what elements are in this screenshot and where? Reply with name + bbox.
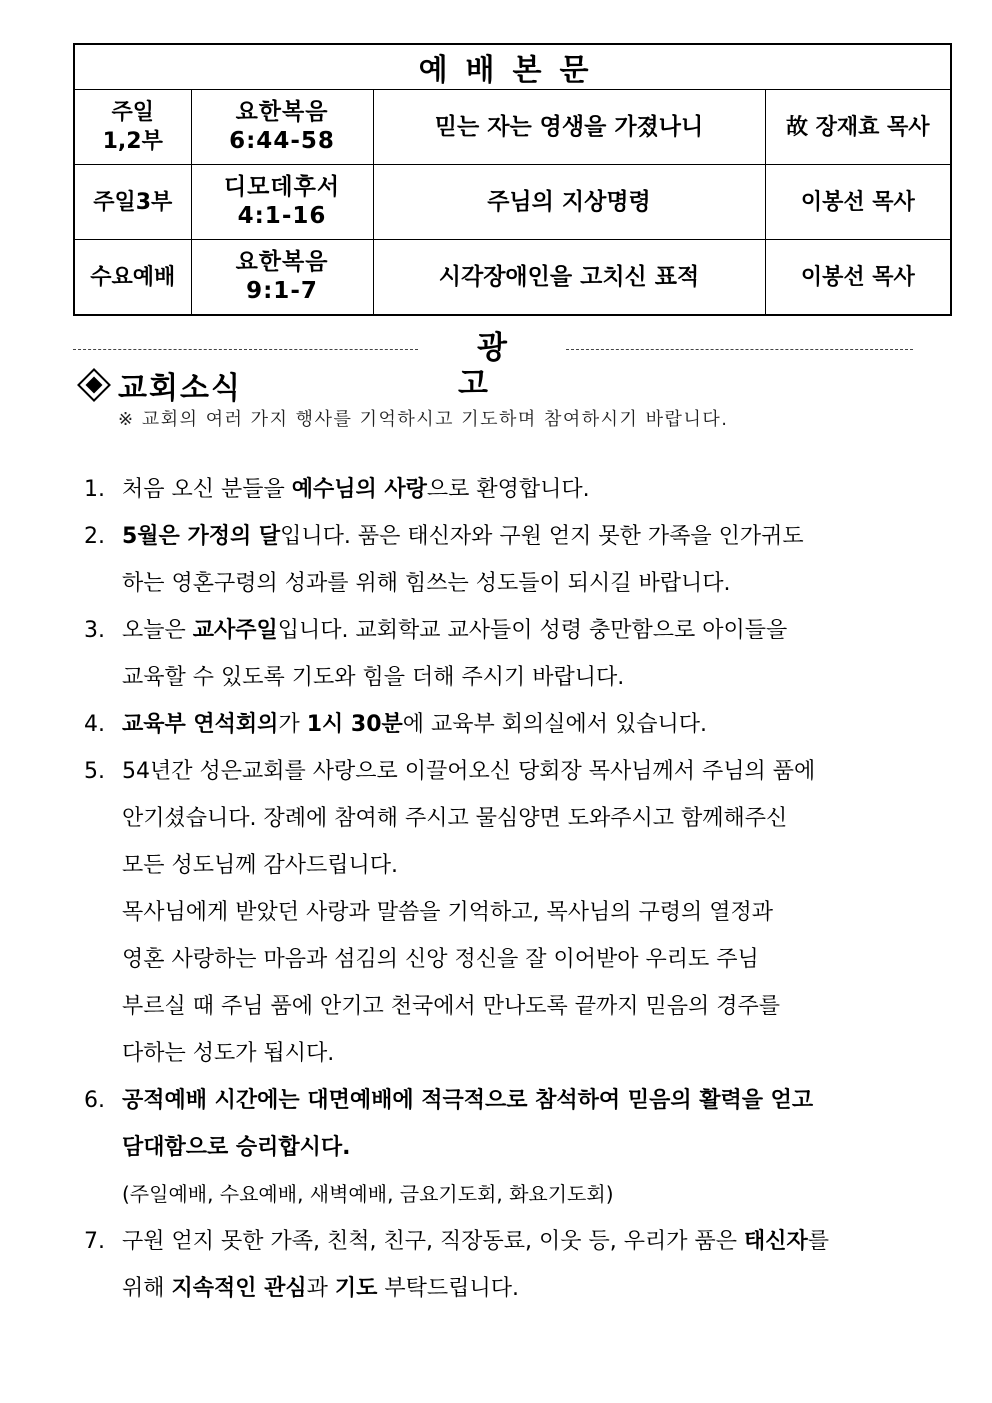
scripture-row [74, 165, 951, 240]
section-header [76, 365, 242, 405]
notice-text [122, 1265, 519, 1312]
notice-number: 7. [84, 1229, 105, 1254]
notice-text [122, 889, 773, 936]
passage-book: 요한복음 [235, 99, 329, 125]
notice-label: 광고 [458, 330, 545, 402]
plain-text: 위해 [122, 1276, 172, 1301]
emphasis-text: 기도 [334, 1276, 378, 1301]
passage-cell [191, 240, 373, 316]
notice-line [84, 607, 864, 654]
plain-text: 를 [807, 1229, 829, 1254]
plain-text: 오늘은 [122, 618, 193, 643]
notice-line [84, 795, 864, 842]
notice-line [84, 560, 864, 607]
scripture-row [74, 240, 951, 316]
plain-text: (주일예배, 수요예배, 새벽예배, 금요기도회, 화요기도회) [122, 1182, 614, 1206]
plain-text: 입니다. 교회학교 교사들이 성령 충만함으로 아이들을 [277, 618, 788, 643]
preacher-cell: 이봉선 목사 [765, 165, 951, 240]
plain-text: 안기셨습니다. 장례에 참여해 주시고 물심양면 도와주시고 함께해주신 [122, 806, 788, 831]
scripture-row [74, 90, 951, 165]
notice-line [84, 654, 864, 701]
notice-line [84, 1171, 864, 1218]
notice-number: 5. [84, 759, 105, 784]
diamond-bullet-icon [77, 368, 111, 402]
emphasis-text: 1시 30분 [306, 712, 403, 737]
plain-text: 부르실 때 주님 품에 안기고 천국에서 만나도록 끝까지 믿음의 경주를 [122, 994, 780, 1019]
scripture-heading: 예배본문 [74, 44, 951, 90]
notice-line [84, 1030, 864, 1077]
plain-text: 에 교육부 회의실에서 있습니다. [402, 712, 708, 737]
preacher-cell: 故 장재효 목사 [765, 90, 951, 165]
service-cell: 수요예배 [74, 240, 191, 316]
notice-text [122, 795, 787, 842]
notice-number: 6. [84, 1088, 105, 1113]
notice-list [84, 466, 864, 1312]
notice-line [84, 466, 864, 513]
notice-text [122, 1030, 334, 1077]
divider-dash-left [73, 349, 418, 350]
divider-dash-right [566, 349, 913, 350]
plain-text: 처음 오신 분들을 [122, 477, 292, 502]
emphasis-text: 공적예배 시간에는 대면예배에 적극적으로 참석하여 믿음의 활력을 얻고 [122, 1088, 814, 1113]
notice-line [84, 1265, 864, 1312]
notice-line [84, 701, 864, 748]
notice-text [122, 1077, 813, 1124]
notice-line [84, 1124, 864, 1171]
plain-text: 54년간 성은교회를 사랑으로 이끌어오신 당회장 목사님께서 주님의 품에 [122, 759, 816, 784]
plain-text: 으로 환영합니다. [426, 477, 590, 502]
passage-verse: 9:1-7 [246, 278, 318, 304]
notice-text [122, 654, 624, 701]
passage-verse: 6:44-58 [229, 128, 335, 154]
notice-line [84, 936, 864, 983]
emphasis-text: 교육부 연석회의 [122, 712, 279, 737]
service-cell: 주일3부 [74, 165, 191, 240]
sermon-title-cell: 시각장애인을 고치신 표적 [373, 240, 765, 316]
plain-text: 다하는 성도가 됩시다. [122, 1041, 335, 1066]
passage-cell [191, 90, 373, 165]
emphasis-text: 태신자 [743, 1229, 808, 1254]
notice-line [84, 513, 864, 560]
emphasis-text: 담대함으로 승리합시다. [122, 1135, 351, 1160]
notice-text [122, 513, 804, 560]
emphasis-text: 지속적인 관심 [171, 1276, 307, 1301]
plain-text: 목사님에게 받았던 사랑과 말씀을 기억하고, 목사님의 구령의 열정과 [122, 900, 774, 925]
plain-text: 가 [278, 712, 307, 737]
passage-book: 디모데후서 [223, 174, 341, 200]
notice-text [122, 1218, 829, 1265]
notice-text [122, 1171, 614, 1218]
notice-number: 2. [84, 524, 105, 549]
plain-text: 모든 성도님께 감사드립니다. [122, 853, 399, 878]
notice-text [122, 983, 780, 1030]
service-cell: 주일 1,2부 [74, 90, 191, 165]
passage-verse: 4:1-16 [237, 203, 327, 229]
sermon-title-cell: 주님의 지상명령 [373, 165, 765, 240]
plain-text: 입니다. 품은 태신자와 구원 얻지 못한 가족을 인가귀도 [280, 524, 804, 549]
emphasis-text: 5월은 가정의 달 [122, 524, 281, 549]
notice-number: 1. [84, 477, 105, 502]
notice-text [122, 607, 787, 654]
scripture-table [73, 43, 952, 316]
notice-number: 3. [84, 618, 105, 643]
notice-line [84, 983, 864, 1030]
emphasis-text: 교사주일 [192, 618, 278, 643]
plain-text: 과 [306, 1276, 335, 1301]
plain-text: 하는 영혼구령의 성과를 위해 힘쓰는 성도들이 되시길 바랍니다. [122, 571, 731, 596]
plain-text: 부탁드립니다. [377, 1276, 519, 1301]
notice-line [84, 1077, 864, 1124]
notice-line [84, 889, 864, 936]
sermon-title-cell: 믿는 자는 영생을 가졌나니 [373, 90, 765, 165]
notice-text [122, 842, 398, 889]
passage-cell [191, 165, 373, 240]
notice-line [84, 842, 864, 889]
section-note: ※ 교회의 여러 가지 행사를 기억하시고 기도하며 참여하시기 바랍니다. [118, 409, 729, 430]
notice-text [122, 1124, 351, 1171]
plain-text: 교육할 수 있도록 기도와 힘을 더해 주시기 바랍니다. [122, 665, 625, 690]
passage-book: 요한복음 [235, 249, 329, 275]
section-title: 교회소식 [118, 371, 242, 406]
notice-text [122, 936, 759, 983]
notice-text [122, 748, 815, 795]
notice-number: 4. [84, 712, 105, 737]
preacher-cell: 이봉선 목사 [765, 240, 951, 316]
plain-text: 영혼 사랑하는 마음과 섬김의 신앙 정신을 잘 이어받아 우리도 주님 [122, 947, 759, 972]
notice-text [122, 701, 707, 748]
notice-text [122, 466, 590, 513]
plain-text: 구원 얻지 못한 가족, 친척, 친구, 직장동료, 이웃 등, 우리가 품은 [122, 1229, 744, 1254]
notice-line [84, 748, 864, 795]
emphasis-text: 예수님의 사랑 [291, 477, 427, 502]
notice-text [122, 560, 731, 607]
notice-line [84, 1218, 864, 1265]
